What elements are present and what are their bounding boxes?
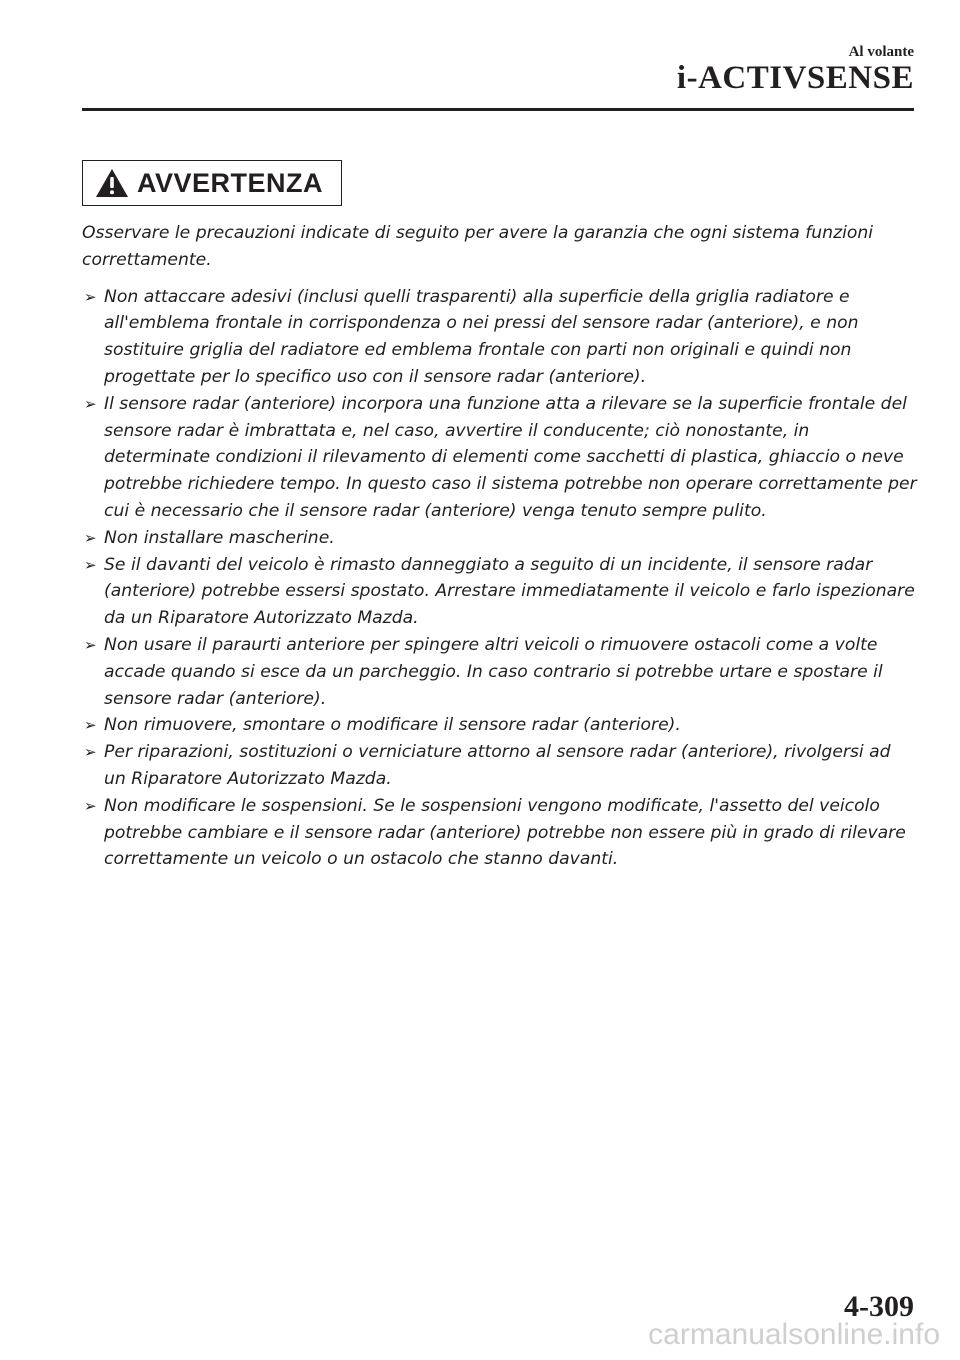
arrow-bullet-icon: ➢ (84, 555, 97, 574)
chapter-title: i-ACTIVSENSE (676, 60, 914, 96)
precaution-item (82, 793, 917, 873)
arrow-bullet-icon: ➢ (84, 796, 97, 815)
precaution-item (82, 284, 917, 391)
site-watermark: carmanualsonline.info (648, 1318, 940, 1351)
precaution-item (82, 632, 917, 712)
header-divider (82, 108, 914, 111)
warning-triangle-icon (95, 168, 129, 198)
precaution-list (82, 284, 917, 874)
precaution-text: Per riparazioni, sostituzioni o verniciature attorno al sensore radar (anteriore), rivolgersi ad un Riparatore Autorizzato Mazda. (104, 742, 891, 789)
precaution-item (82, 712, 917, 739)
warning-label: AVVERTENZA (137, 167, 324, 198)
arrow-bullet-icon: ➢ (84, 287, 97, 306)
arrow-bullet-icon: ➢ (84, 743, 97, 762)
precaution-item (82, 739, 917, 793)
precaution-text: Il sensore radar (anteriore) incorpora una funzione atta a rilevare se la superficie frontale del sensore radar è imbrattata e, nel caso, avvertire il conducente; ciò nonostante, in determinate condizioni il rilevamento di elementi come sacchetti di plastica, ghiaccio o neve potrebbe richiedere tempo. In questo caso il sistema potrebbe non operare correttamente per cui è necessario che il sensore radar (anteriore) venga tenuto sempre pulito. (104, 393, 917, 521)
arrow-bullet-icon: ➢ (84, 716, 97, 735)
warning-heading-box (82, 160, 342, 206)
precaution-text: Se il davanti del veicolo è rimasto danneggiato a seguito di un incidente, il sensore radar (anteriore) potrebbe essersi spostato. Arrestare immediatamente il veicolo e farlo ispezionare da un Riparatore Autorizzato Mazda. (104, 554, 915, 629)
precaution-text: Non attaccare adesivi (inclusi quelli trasparenti) alla superficie della griglia radiatore e all'emblema frontale in corrispondenza o nei pressi del sensore radar (anteriore), e non sostituire griglia del radiatore ed emblema frontale con parti non originali e quindi non progettate per lo specifico uso con il sensore radar (anteriore). (104, 286, 859, 387)
section-name: Al volante (848, 44, 914, 60)
precaution-text: Non modificare le sospensioni. Se le sospensioni vengono modificate, l'assetto del veicolo potrebbe cambiare e il sensore radar (anteriore) potrebbe non essere più in grado di rilevare correttamente un veicolo o un ostacolo che stanno davanti. (104, 795, 906, 870)
precaution-item (82, 391, 917, 525)
warning-content (82, 220, 917, 873)
arrow-bullet-icon: ➢ (84, 635, 97, 654)
arrow-bullet-icon: ➢ (84, 394, 97, 413)
precaution-text: Non rimuovere, smontare o modificare il sensore radar (anteriore). (104, 715, 681, 736)
warning-intro: Osservare le precauzioni indicate di seguito per avere la garanzia che ogni sistema funzioni correttamente. (82, 223, 874, 270)
arrow-bullet-icon: ➢ (84, 528, 97, 547)
precaution-item (82, 552, 917, 632)
page-number: 4-309 (844, 1290, 914, 1323)
precaution-text: Non installare mascherine. (104, 527, 335, 548)
precaution-text: Non usare il paraurti anteriore per spingere altri veicoli o rimuovere ostacoli come a volte accade quando si esce da un parcheggio. In caso contrario si potrebbe urtare e spostare il sensore radar (anteriore). (104, 634, 883, 709)
precaution-item (82, 525, 917, 552)
